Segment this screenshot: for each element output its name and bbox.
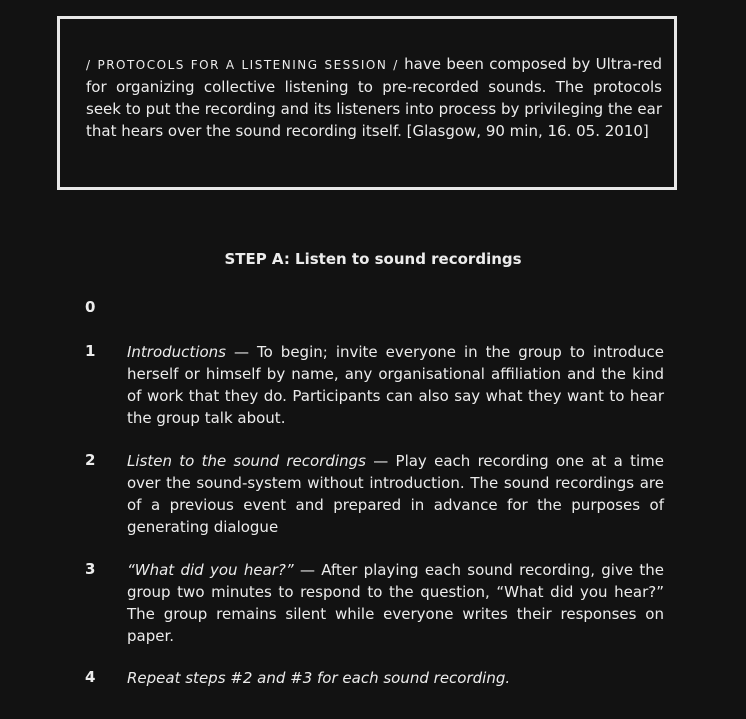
item-number-0: 0	[85, 298, 96, 316]
list-item-repeat	[127, 667, 664, 689]
item-text: — Play each recording one at a time over the sound-system without introduction. The sound recordings are of a previous event and prepared in advance for the purposes of generating dialogue	[127, 452, 664, 536]
intro-text: have been composed by Ultra-red for organizing collective listening to pre-recorded sounds. The protocols seek to put the recording and its listeners into process by privileging the ear that hears over the sound recording itself. [Glasgow, 90 min, 16. 05. 2010]	[86, 55, 663, 140]
list-item-what-did-you-hear	[127, 559, 664, 647]
list-item-listen	[127, 450, 664, 538]
item-number-4: 4	[85, 668, 96, 686]
step-heading: STEP A: Listen to sound recordings	[224, 250, 522, 268]
list-item-introductions	[127, 341, 664, 429]
item-lead: “What did you hear?”	[127, 561, 294, 579]
protocol-title: / PROTOCOLS FOR A LISTENING SESSION /	[86, 58, 399, 72]
item-lead: Listen to the sound recordings	[127, 452, 366, 470]
item-number-1: 1	[85, 342, 96, 360]
item-lead: Introductions	[127, 343, 226, 361]
item-text: Repeat steps #2 and #3 for each sound recording.	[127, 669, 511, 687]
item-number-2: 2	[85, 451, 96, 469]
item-number-3: 3	[85, 560, 96, 578]
intro-box	[57, 16, 677, 190]
item-text: — To begin; invite everyone in the group to introduce herself or himself by name, any organisational affiliation and the kind of work that they do. Participants can also say what they want to hear the group talk about.	[127, 343, 664, 427]
item-text: — After playing each sound recording, give the group two minutes to respond to the question, “What did you hear?” The group remains silent while everyone writes their responses on paper.	[127, 561, 664, 645]
